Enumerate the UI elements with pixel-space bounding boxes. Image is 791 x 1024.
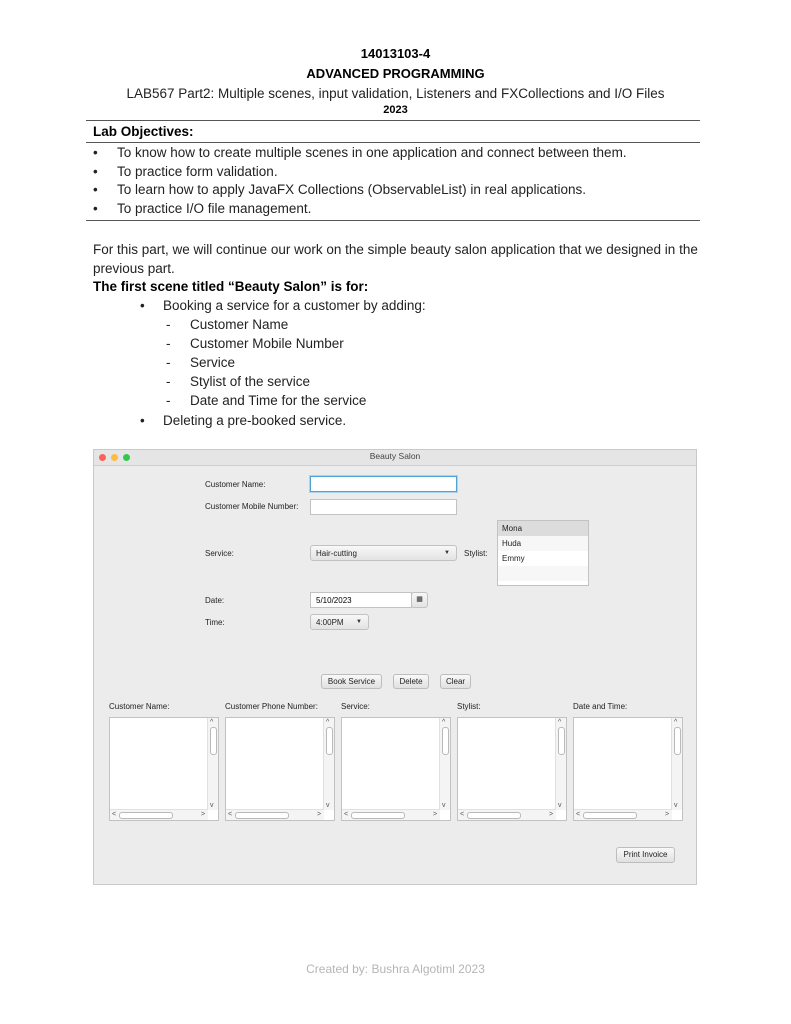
delete-button[interactable]: Delete xyxy=(393,674,429,689)
scroll-thumb[interactable] xyxy=(467,812,521,819)
calendar-button[interactable] xyxy=(411,592,428,608)
service-label: Service: xyxy=(205,549,234,558)
course-name: ADVANCED PROGRAMMING xyxy=(306,66,485,81)
footer-credit: Created by: Bushra Algotiml 2023 xyxy=(306,962,485,976)
objective-text: To practice I/O file management. xyxy=(117,201,312,216)
scroll-thumb[interactable] xyxy=(442,727,449,755)
scroll-thumb[interactable] xyxy=(674,727,681,755)
calendar-icon: ▦ xyxy=(416,596,423,603)
bullet-icon: • xyxy=(93,164,98,179)
column-label-customer-name: Customer Name: xyxy=(109,702,170,711)
chevron-right-icon: > xyxy=(317,811,322,818)
phone-textarea[interactable] xyxy=(225,717,335,821)
chevron-up-icon: ^ xyxy=(674,719,678,726)
chevron-left-icon: < xyxy=(112,811,117,818)
service-value: Hair-cutting xyxy=(316,549,357,558)
stylist-list[interactable] xyxy=(497,520,589,586)
chevron-right-icon: > xyxy=(549,811,554,818)
vertical-scrollbar[interactable] xyxy=(555,718,566,810)
deleting-text: Deleting a pre-booked service. xyxy=(163,413,347,428)
time-value: 4:00PM xyxy=(316,618,344,627)
dash-icon: - xyxy=(166,374,171,389)
horizontal-scrollbar[interactable] xyxy=(226,809,324,820)
mobile-label: Customer Mobile Number: xyxy=(205,502,299,511)
scroll-thumb[interactable] xyxy=(119,812,173,819)
column-label-date-time: Date and Time: xyxy=(573,702,628,711)
mobile-input[interactable] xyxy=(310,499,457,515)
chevron-down-icon: v xyxy=(558,802,562,809)
customer-name-input[interactable] xyxy=(310,476,457,492)
objective-text: To practice form validation. xyxy=(117,164,278,179)
customer-name-textarea[interactable] xyxy=(109,717,219,821)
bullet-icon: • xyxy=(140,413,145,428)
date-time-textarea[interactable] xyxy=(573,717,683,821)
chevron-down-icon: ▼ xyxy=(444,550,450,556)
dash-icon: - xyxy=(166,336,171,351)
vertical-scrollbar[interactable] xyxy=(323,718,334,810)
chevron-down-icon: v xyxy=(210,802,214,809)
bullet-icon: • xyxy=(93,145,98,160)
column-label-stylist: Stylist: xyxy=(457,702,481,711)
stylist-label: Stylist: xyxy=(464,549,488,558)
chevron-right-icon: > xyxy=(201,811,206,818)
bullet-icon: • xyxy=(93,201,98,216)
chevron-down-icon: v xyxy=(442,802,446,809)
sub-item: Service xyxy=(190,355,236,370)
sub-item: Date and Time for the service xyxy=(190,393,367,408)
beauty-salon-window xyxy=(93,449,697,885)
horizontal-scrollbar[interactable] xyxy=(110,809,208,820)
chevron-left-icon: < xyxy=(460,811,465,818)
horizontal-scrollbar[interactable] xyxy=(574,809,672,820)
customer-name-label: Customer Name: xyxy=(205,480,266,489)
first-scene-heading: The first scene titled “Beauty Salon” is for: xyxy=(93,279,369,294)
year: 2023 xyxy=(383,104,408,116)
chevron-left-icon: < xyxy=(576,811,581,818)
objective-text: To learn how to apply JavaFX Collections (ObservableList) in real applications. xyxy=(117,182,586,197)
objective-text: To know how to create multiple scenes in one application and connect between them. xyxy=(117,145,627,160)
chevron-up-icon: ^ xyxy=(442,719,446,726)
intro-paragraph: For this part, we will continue our work on the simple beauty salon application that we designed in the previous part. xyxy=(93,242,698,276)
divider-mid xyxy=(86,142,700,143)
time-label: Time: xyxy=(205,618,225,627)
sub-item: Customer Mobile Number xyxy=(190,336,344,351)
stylist-empty-row xyxy=(498,566,588,581)
scroll-thumb[interactable] xyxy=(235,812,289,819)
time-combo[interactable] xyxy=(310,614,369,630)
chevron-left-icon: < xyxy=(344,811,349,818)
chevron-left-icon: < xyxy=(228,811,233,818)
vertical-scrollbar[interactable] xyxy=(207,718,218,810)
book-service-button[interactable]: Book Service xyxy=(321,674,382,689)
dash-icon: - xyxy=(166,355,171,370)
service-combo[interactable] xyxy=(310,545,457,561)
scroll-thumb[interactable] xyxy=(583,812,637,819)
lab-title: LAB567 Part2: Multiple scenes, input validation, Listeners and FXCollections and I/O Files xyxy=(126,86,665,101)
divider-bottom xyxy=(86,220,700,221)
scroll-thumb[interactable] xyxy=(210,727,217,755)
horizontal-scrollbar[interactable] xyxy=(342,809,440,820)
divider-top xyxy=(86,120,700,121)
chevron-up-icon: ^ xyxy=(326,719,330,726)
clear-button[interactable]: Clear xyxy=(440,674,471,689)
chevron-down-icon: v xyxy=(326,802,330,809)
scroll-thumb[interactable] xyxy=(326,727,333,755)
bullet-icon: • xyxy=(140,298,145,313)
chevron-right-icon: > xyxy=(433,811,438,818)
stylist-textarea[interactable] xyxy=(457,717,567,821)
sub-item: Customer Name xyxy=(190,317,289,332)
objectives-title: Lab Objectives: xyxy=(93,124,194,139)
date-input[interactable] xyxy=(310,592,412,608)
bullet-icon: • xyxy=(93,182,98,197)
window-titlebar xyxy=(94,450,696,466)
scroll-thumb[interactable] xyxy=(558,727,565,755)
chevron-up-icon: ^ xyxy=(558,719,562,726)
column-label-phone: Customer Phone Number: xyxy=(225,702,318,711)
vertical-scrollbar[interactable] xyxy=(671,718,682,810)
course-code: 14013103-4 xyxy=(360,46,431,61)
horizontal-scrollbar[interactable] xyxy=(458,809,556,820)
print-invoice-button[interactable]: Print Invoice xyxy=(616,847,675,863)
vertical-scrollbar[interactable] xyxy=(439,718,450,810)
window-title: Beauty Salon xyxy=(369,451,421,461)
dash-icon: - xyxy=(166,393,171,408)
chevron-up-icon: ^ xyxy=(210,719,214,726)
sub-item: Stylist of the service xyxy=(190,374,311,389)
chevron-right-icon: > xyxy=(665,811,670,818)
stylist-item[interactable]: Emmy xyxy=(498,551,588,566)
chevron-down-icon: ▼ xyxy=(356,619,362,625)
date-label: Date: xyxy=(205,596,225,605)
stylist-item[interactable]: Mona xyxy=(498,521,588,536)
chevron-down-icon: v xyxy=(674,802,678,809)
service-textarea[interactable] xyxy=(341,717,451,821)
stylist-item[interactable]: Huda xyxy=(498,536,588,551)
dash-icon: - xyxy=(166,317,171,332)
booking-text: Booking a service for a customer by adding: xyxy=(163,298,426,313)
date-value: 5/10/2023 xyxy=(316,596,352,605)
column-label-service: Service: xyxy=(341,702,370,711)
scroll-thumb[interactable] xyxy=(351,812,405,819)
